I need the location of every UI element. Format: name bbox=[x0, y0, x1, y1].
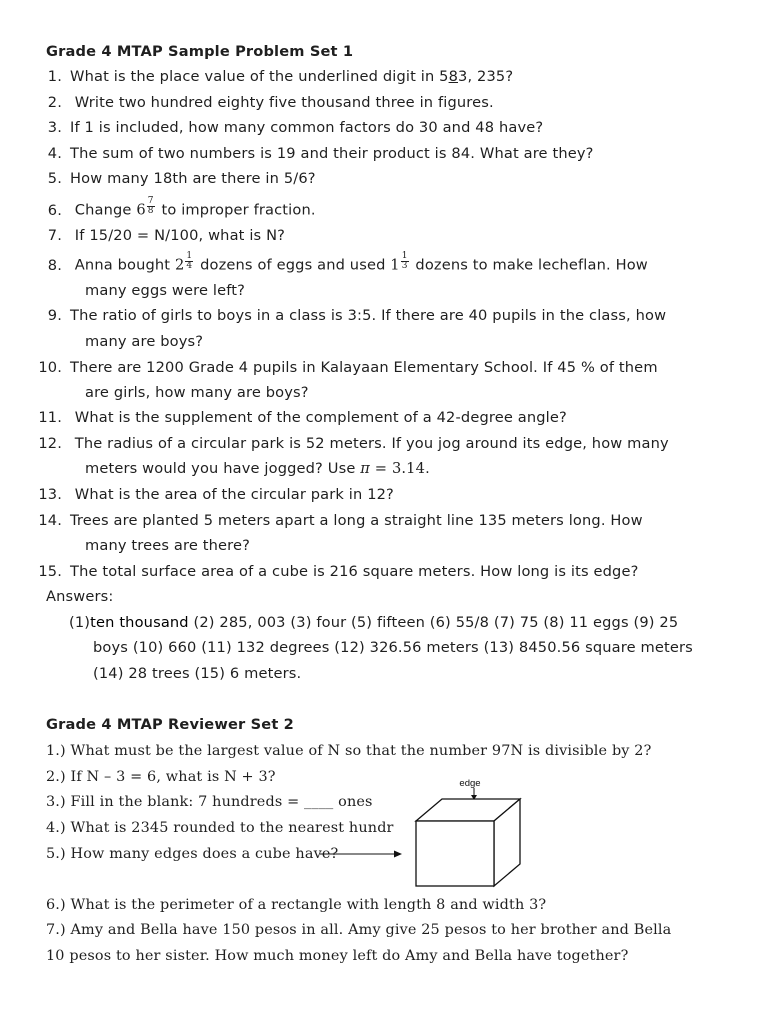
underlined-digit: 8 bbox=[448, 68, 459, 85]
set2-question-1: 1.) What must be the largest value of N so that the number 97N is divisible by 2? bbox=[46, 743, 652, 759]
set1-question-2: 2. Write two hundred eighty five thousand three in figures. bbox=[47, 94, 494, 111]
set2-question-7: 7.) Amy and Bella have 150 pesos in all. Amy give 25 pesos to her brother and Bella bbox=[46, 922, 672, 938]
set2-question-7-cont: 10 pesos to her sister. How much money left do Amy and Bella have together? bbox=[46, 948, 629, 964]
set1-question-1: 1. What is the place value of the underlined digit in 583, 235? bbox=[47, 68, 514, 85]
set1-question-13: 13. What is the area of the circular park in 12? bbox=[38, 486, 394, 503]
set1-question-9-cont: many are boys? bbox=[85, 333, 204, 350]
set1-question-10: 10. There are 1200 Grade 4 pupils in Kalayaan Elementary School. If 45 % of them bbox=[38, 359, 658, 376]
set2-title: Grade 4 MTAP Reviewer Set 2 bbox=[46, 716, 294, 733]
set1-question-10-cont: are girls, how many are boys? bbox=[85, 384, 309, 401]
answers-line-2: boys (10) 660 (11) 132 degrees (12) 326.56 meters (13) 8450.56 square meters bbox=[93, 639, 693, 656]
answers-line-3: (14) 28 trees (15) 6 meters. bbox=[93, 665, 302, 682]
set1-question-12: 12. The radius of a circular park is 52 meters. If you jog around its edge, how many bbox=[38, 435, 669, 452]
mixed-number-whole: 6 bbox=[136, 201, 146, 219]
set2-question-6: 6.) What is the perimeter of a rectangle with length 8 and width 3? bbox=[46, 897, 547, 913]
fraction: $\frac{7}{8}$ bbox=[147, 196, 154, 216]
set1-question-9: 9. The ratio of girls to boys in a class is 3:5. If there are 40 pupils in the class, how bbox=[47, 307, 667, 324]
set1-question-14: 14. Trees are planted 5 meters apart a long a straight line 135 meters long. How bbox=[38, 512, 643, 529]
set1-question-8-cont: many eggs were left? bbox=[85, 282, 246, 299]
set2-question-4: 4.) What is 2345 rounded to the nearest hundr bbox=[46, 820, 394, 836]
set1-question-12-cont: meters would you have jogged? Use π = 3.14. bbox=[85, 460, 430, 477]
set1-question-5: 5. How many 18th are there in 5/6? bbox=[47, 170, 316, 187]
set1-question-4: 4. The sum of two numbers is 19 and their product is 84. What are they? bbox=[47, 145, 594, 162]
set1-question-3: 3. If 1 is included, how many common factors do 30 and 48 have? bbox=[47, 119, 544, 136]
set1-title: Grade 4 MTAP Sample Problem Set 1 bbox=[46, 43, 354, 60]
fraction: $\frac{1}{3}$ bbox=[401, 251, 408, 271]
answers-line-1: (1)ten thousand (2) 285, 003 (3) four (5) fifteen (6) 55/8 (7) 75 (8) 11 eggs (9) 25 bbox=[69, 614, 679, 631]
set1-question-8: 8. Anna bought 2 $\frac{1}{4}$ dozens of eggs and used 1 $\frac{1}{3}$ dozens to make lecheflan. How bbox=[47, 251, 648, 274]
set1-question-11: 11. What is the supplement of the complement of a 42-degree angle? bbox=[38, 409, 567, 426]
set1-question-15: 15. The total surface area of a cube is 216 square meters. How long is its edge? bbox=[38, 563, 639, 580]
cube-diagram bbox=[318, 775, 530, 893]
fraction: $\frac{1}{4}$ bbox=[186, 251, 193, 271]
edge-label: edge bbox=[459, 778, 481, 789]
pi-symbol: π bbox=[360, 460, 370, 477]
set1-question-6: 6. Change 6 $\frac{7}{8}$ to improper fraction. bbox=[47, 196, 316, 219]
set2-question-3: 3.) Fill in the blank: 7 hundreds = ____ ones bbox=[46, 794, 373, 810]
set1-question-7: 7. If 15/20 = N/100, what is N? bbox=[47, 227, 286, 244]
set1-question-14-cont: many trees are there? bbox=[85, 537, 251, 554]
set2-question-5: 5.) How many edges does a cube have? bbox=[46, 846, 339, 862]
cube-front-face bbox=[416, 821, 494, 886]
set2-question-2: 2.) If N – 3 = 6, what is N + 3? bbox=[46, 769, 276, 785]
answers-label: Answers: bbox=[46, 588, 114, 605]
arrow-head bbox=[394, 851, 402, 858]
